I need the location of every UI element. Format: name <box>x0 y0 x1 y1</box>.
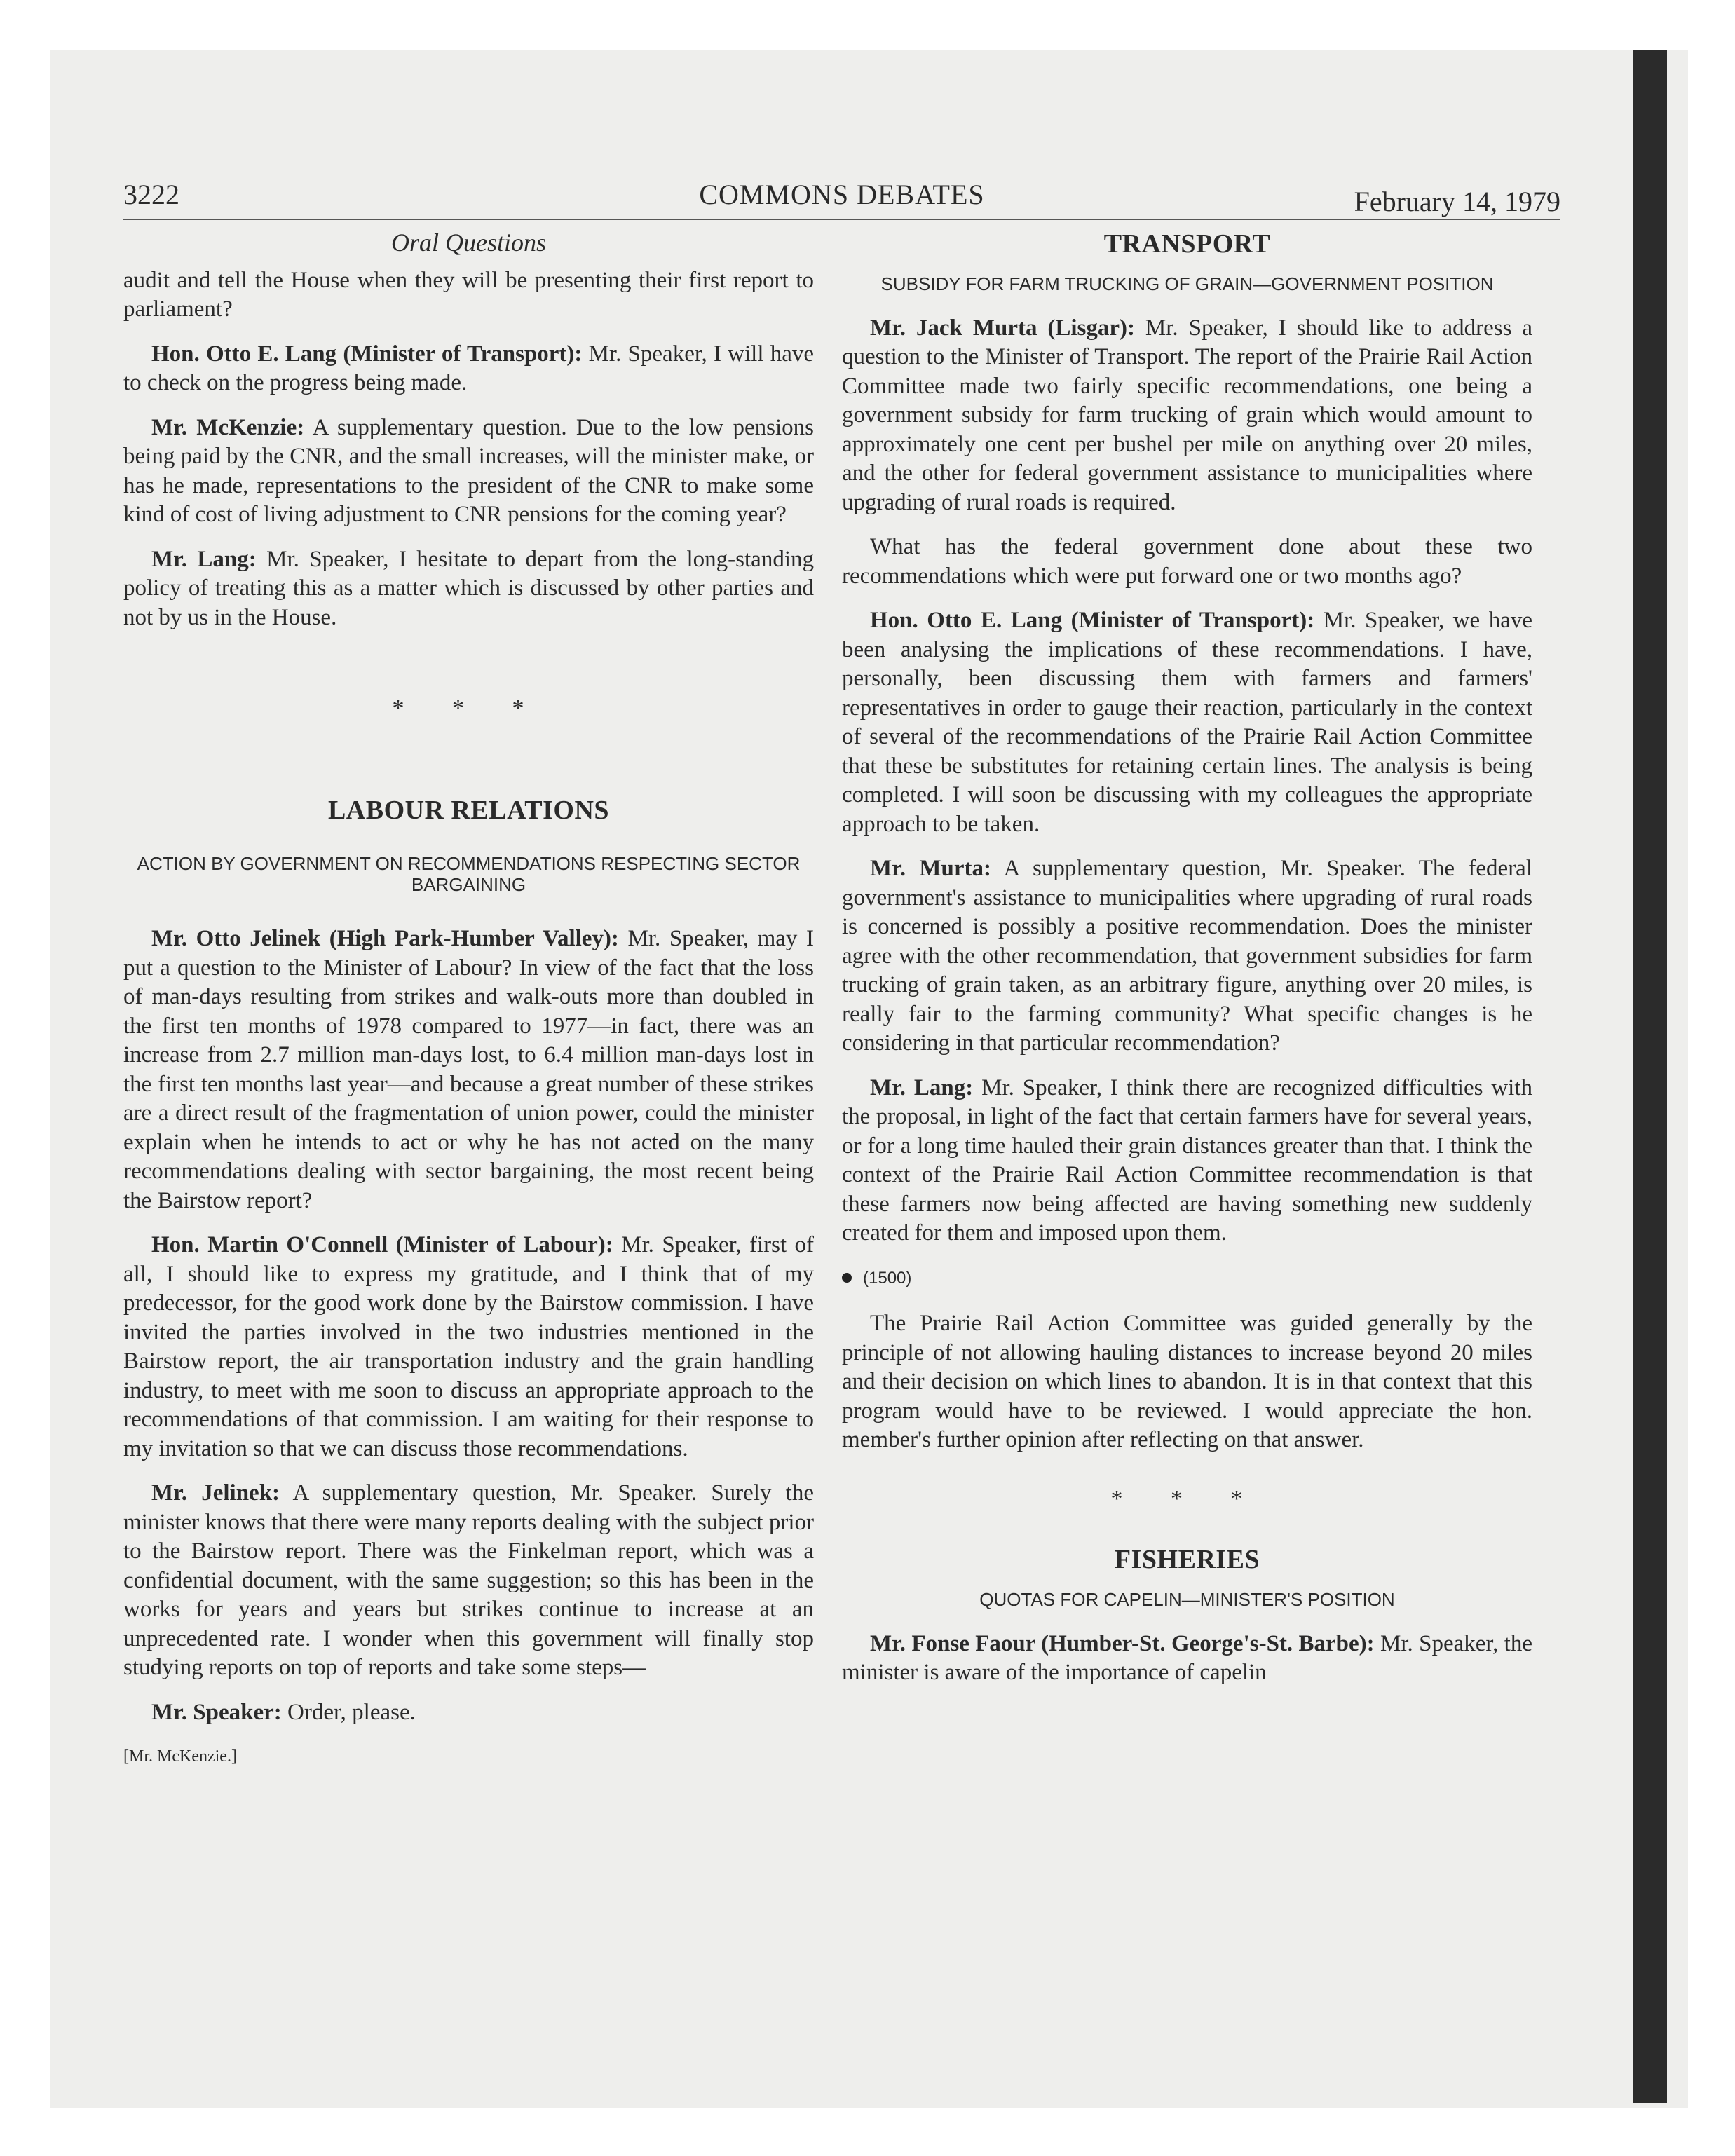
publication-title: COMMONS DEBATES <box>699 179 985 210</box>
running-head: Oral Questions <box>390 228 546 257</box>
page-header <box>123 177 1560 220</box>
section-subhead: SUBSIDY FOR FARM TRUCKING OF GRAIN—GOVERNMENT POSITION <box>880 273 1494 294</box>
paragraph: audit and tell the House when they will be presenting their first report to parliament? <box>123 267 814 322</box>
time-marker <box>842 1264 1532 1293</box>
speaker-name: Mr. Jelinek: <box>151 1480 280 1506</box>
paragraph: Hon. Otto E. Lang (Minister of Transport): Mr. Speaker, we have been analysing the implications of these recommendations. I have, personally, been discussing them with farmers and farmers' representatives in order to gauge their reaction, particularly in the context of several of the recommendations of the Prairie Rail Action Committee that these be substitutes for retaining certain lines. The analysis is being completed. I will soon be discussing with my colleagues the appropriate approach to be taken. <box>842 608 1532 837</box>
left-column <box>123 228 814 1772</box>
speaker-name: Mr. Murta: <box>870 856 992 881</box>
section-title: LABOUR RELATIONS <box>327 795 610 825</box>
section-subhead: QUOTAS FOR CAPELIN—MINISTER'S POSITION <box>979 1588 1395 1610</box>
page-number: 3222 <box>123 179 179 210</box>
section-title: TRANSPORT <box>1103 229 1271 259</box>
speaker-name: Hon. Martin O'Connell (Minister of Labour): <box>151 1232 613 1257</box>
paragraph: Mr. Lang: Mr. Speaker, I think there are recognized difficulties with the proposal, in light of the fact that certain farmers have for several years, or for a long time hauled their grain distances greater than that. I think the context of the Prairie Rail Action Committee recommendation is that these farmers now being affected are having something new suddenly created for them and imposed upon them. <box>842 1074 1533 1246</box>
section-title: FISHERIES <box>1114 1545 1260 1574</box>
speaker-name: Mr. Speaker: <box>151 1699 282 1725</box>
scan-edge-bar <box>1633 50 1667 2103</box>
speaker-name: Mr. Lang: <box>151 546 257 572</box>
paragraph: What has the federal government done about these two recommendations which were put forward one or two months ago? <box>842 534 1532 589</box>
speaker-name: Mr. Jack Murta (Lisgar): <box>870 315 1136 341</box>
speaker-name: Mr. Fonse Faour (Humber-St. George's-St. Barbe): <box>870 1630 1375 1656</box>
footnote: [Mr. McKenzie.] <box>123 1747 237 1766</box>
section-subhead: ACTION BY GOVERNMENT ON RECOMMENDATIONS RESPECTING SECTOR BARGAINING <box>137 853 801 895</box>
paragraph: Mr. McKenzie: A supplementary question. Due to the low pensions being paid by the CNR, and the small increases, will the minister make, or has he made, representations to the president of the CNR to make some kind of cost of living adjustment to CNR pensions for the coming year? <box>123 414 814 527</box>
paragraph: Mr. Jelinek: A supplementary question, Mr. Speaker. Surely the minister knows that there were many reports dealing with the subject prior to the Bairstow report. There was the Finkelman report, which was a confidential document, with the same suggestion; so this has been in the works for years and years but strikes continue to increase at an unprecedented rate. I wonder when this government will finally stop studying reports on top of reports and take some steps— <box>123 1480 815 1680</box>
paragraph: Mr. Otto Jelinek (High Park-Humber Valley): Mr. Speaker, may I put a question to the Minister of Labour? In view of the fact that the loss of man-days resulting from strikes and walk-outs more than doubled in the first ten months of 1978 compared to 1977—in fact, there was an increase from 2.7 million man-days lost, to 6.4 million man-days lost in the first ten months last year—and because a great number of these strikes are a direct result of the fragmentation of union power, could the minister explain when he intends to act or why he has not acted on the many recommendations dealing with sector bargaining, the most recent being the Bairstow report? <box>123 926 814 1213</box>
paragraph: Mr. Jack Murta (Lisgar): Mr. Speaker, I should like to address a question to the Minister of Transport. The report of the Prairie Rail Action Committee made two fairly specific recommendations, one being a government subsidy for farm trucking of grain which would amount to approximately one cent per bushel per mile on anything over 20 miles, and the other for federal government assistance to municipalities where upgrading of rural roads is required. <box>842 315 1532 515</box>
paragraph: Mr. Lang: Mr. Speaker, I hesitate to depart from the long-standing policy of treating this as a matter which is discussed by other parties and not by us in the House. <box>123 546 814 630</box>
paragraph: Hon. Martin O'Connell (Minister of Labour): Mr. Speaker, first of all, I should like to express my gratitude, and I think that of my predecessor, for the good work done by the Bairstow commission. I have invited the parties involved in the two industries mentioned in the Bairstow report, the air transportation industry and the grain handling industry, to meet with me soon to discuss an appropriate approach to the recommendations of that commission. I am waiting for their response to my invitation so that we can discuss those recommendations. <box>123 1232 815 1461</box>
speaker-name: Mr. Lang: <box>870 1074 974 1100</box>
speaker-name: Mr. McKenzie: <box>151 414 305 440</box>
paragraph: The Prairie Rail Action Committee was guided generally by the principle of not allowing hauling distances to increase beyond 20 miles and their decision on which lines to abandon. It is in that context that this program would have to be reviewed. I would appreciate the hon. member's further opinion after reflecting on that answer. <box>842 1311 1532 1452</box>
section-separator: * * * <box>1110 1485 1264 1512</box>
paragraph: Mr. Fonse Faour (Humber-St. George's-St. Barbe): Mr. Speaker, the minister is aware of the importance of capelin <box>842 1630 1532 1685</box>
section-separator: * * * <box>392 695 545 721</box>
speaker-name: Mr. Otto Jelinek (High Park-Humber Valley): <box>151 926 619 951</box>
right-column <box>842 228 1532 1703</box>
paragraph: Hon. Otto E. Lang (Minister of Transport): Mr. Speaker, I will have to check on the progress being made. <box>123 341 814 395</box>
speaker-name: Hon. Otto E. Lang (Minister of Transport): <box>870 608 1315 633</box>
speaker-name: Hon. Otto E. Lang (Minister of Transport): <box>151 341 583 367</box>
paragraph: Mr. Speaker: Order, please. <box>151 1699 416 1725</box>
time-marker-label: (1500) <box>863 1268 912 1288</box>
page-date: February 14, 1979 <box>1354 186 1560 217</box>
bullet-icon <box>842 1273 852 1283</box>
paragraph: Mr. Murta: A supplementary question, Mr. Speaker. The federal government's assistance to municipalities where upgrading of rural roads is concerned is possibly a positive recommendation. Does the minister agree with the other recommendation, that government subsidies for farm trucking of grain taken, as an arbitrary figure, anything over 20 miles, is really fair to the farming community? What specific changes is he considering in that particular recommendation? <box>842 856 1532 1056</box>
